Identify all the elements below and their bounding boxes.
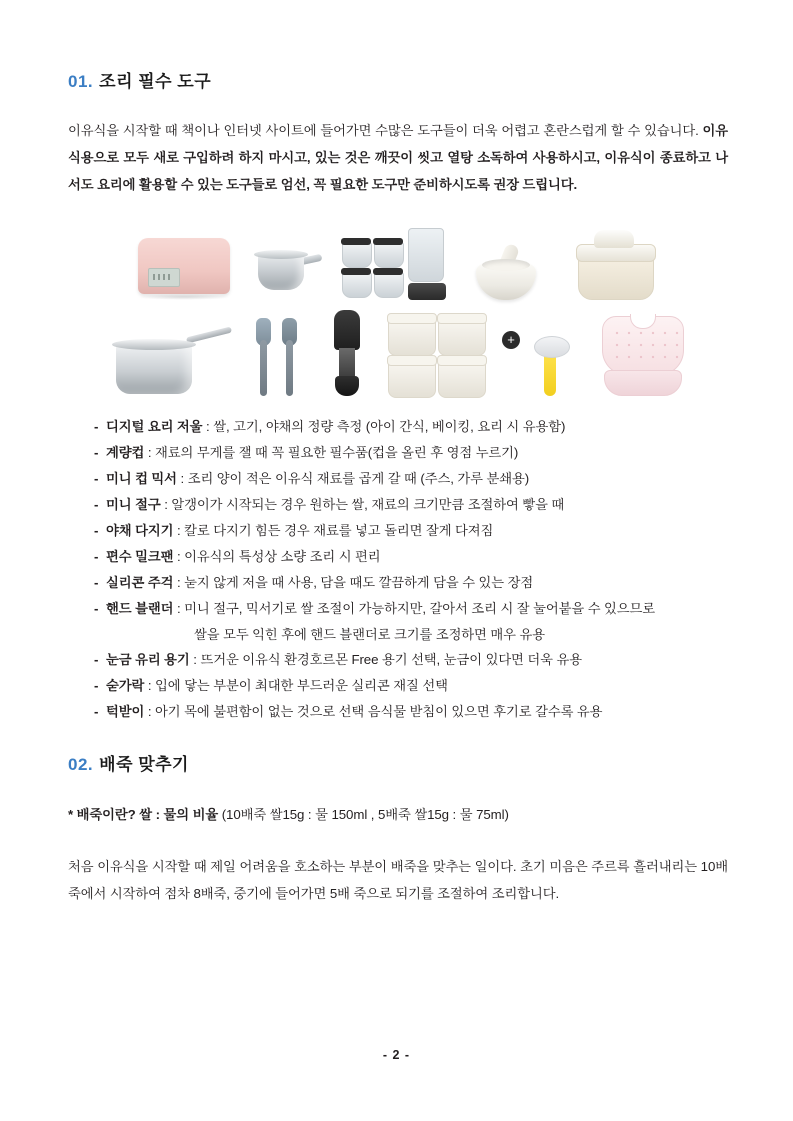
bullet-dash: - xyxy=(94,704,99,720)
scale-display-icon xyxy=(148,268,180,287)
bullet-dash: - xyxy=(94,548,99,564)
plus-sign-icon: + xyxy=(502,331,520,349)
bullet-dash: - xyxy=(94,574,99,590)
blender-grip-icon xyxy=(334,310,360,350)
tool-term: 미니 절구 xyxy=(106,496,161,512)
mortar-bowl-icon xyxy=(476,264,536,300)
list-item xyxy=(94,699,728,725)
tool-term: 핸드 블랜더 xyxy=(106,600,174,616)
blender-foot-icon xyxy=(335,376,359,396)
list-item xyxy=(94,570,728,596)
section-02-paragraph: 처음 이유식을 시작할 때 제일 어려움을 호소하는 부분이 배죽을 맞추는 일이다. 초기 미음은 주르륵 흘러내리는 10배 죽에서 시작하여 점차 8배죽, 중기에 들어가면 5배 죽으로 되기를 조절하여 조리합니다. xyxy=(68,859,728,901)
bullet-dash: - xyxy=(94,600,99,616)
paragraph-part-normal: 이유식을 시작할 때 책이나 인터넷 사이트에 들어가면 수많은 도구들이 더욱 어렵고 혼란스럽게 할 수 있습니다. xyxy=(68,123,703,139)
scale-shadow xyxy=(138,294,230,300)
bullet-dash: - xyxy=(94,445,99,461)
milk-pan-image xyxy=(112,322,232,396)
tools-list xyxy=(68,414,728,725)
silicone-spoon-icon xyxy=(282,318,297,396)
list-item xyxy=(94,414,728,440)
section-02-title: 배죽 맞추기 xyxy=(99,755,189,775)
bullet-dash: - xyxy=(94,522,99,538)
tool-term: 숟가락 xyxy=(106,678,145,694)
cup-body-icon xyxy=(258,254,304,290)
ratio-definition-label: * 배죽이란? 쌀 : 물의 비율 xyxy=(68,806,219,822)
tool-desc: : 아기 목에 불편함이 없는 것으로 선택 음식물 받침이 있으면 후기로 갈수록 유용 xyxy=(147,704,603,720)
list-item xyxy=(94,596,728,622)
tool-term: 편수 밀크팬 xyxy=(106,548,174,564)
bullet-dash: - xyxy=(94,496,99,512)
mixer-base-icon xyxy=(408,283,446,300)
tools-image-band xyxy=(68,228,728,396)
measuring-cup-image xyxy=(248,238,322,300)
pan-handle-icon xyxy=(186,327,232,344)
mortar-and-pestle-image xyxy=(470,244,556,300)
scale-body-icon xyxy=(138,238,230,294)
list-item xyxy=(94,440,728,466)
tool-term: 야채 다지기 xyxy=(106,522,174,538)
tools-image-row-1 xyxy=(68,228,728,300)
mixer-cup-icon xyxy=(374,242,404,268)
page-footer xyxy=(0,1048,793,1062)
mixer-cup-icon xyxy=(342,242,372,268)
silicone-spatula-icon xyxy=(256,318,271,396)
bullet-dash: - xyxy=(94,652,99,668)
tool-term: 턱받이 xyxy=(106,704,145,720)
tools-image-row-2 xyxy=(68,310,728,396)
tool-desc: : 눋지 않게 저을 때 사용, 담을 때도 깔끔하게 담을 수 있는 장점 xyxy=(176,574,534,590)
page-number: - 2 - xyxy=(382,1048,411,1062)
bib-pattern xyxy=(611,327,679,365)
hand-blender-image xyxy=(326,310,370,396)
chopper-knob-icon xyxy=(594,230,634,248)
list-item xyxy=(94,647,728,673)
tool-desc: : 쌀, 고기, 야채의 정량 측정 (아이 간식, 베이킹, 요리 시 유용함) xyxy=(206,419,566,435)
tool-desc: : 알갱이가 시작되는 경우 원하는 쌀, 재료의 크기만큼 조절하여 빻을 때 xyxy=(164,496,565,512)
bullet-dash: - xyxy=(94,471,99,487)
tool-term: 미니 컵 믹서 xyxy=(106,471,177,487)
bib-pocket-icon xyxy=(604,370,682,396)
pan-body-icon xyxy=(116,344,192,394)
tool-desc: : 재료의 무게를 잴 때 꼭 필요한 필수품(컵을 올린 후 영점 누르기) xyxy=(147,445,519,461)
mixer-cup-icon xyxy=(342,272,372,298)
tool-term: 계량컵 xyxy=(106,445,145,461)
mini-chopper-image xyxy=(574,230,658,300)
storage-containers-image xyxy=(386,312,490,396)
section-02-number: 02. xyxy=(68,755,94,775)
storage-container-icon xyxy=(438,316,486,356)
storage-container-icon xyxy=(388,358,436,398)
section-01-title: 조리 필수 도구 xyxy=(99,72,212,91)
list-item xyxy=(94,544,728,570)
list-item xyxy=(94,673,728,699)
tool-desc: : 칼로 다지기 힘든 경우 재료를 넣고 돌리면 잘게 다져짐 xyxy=(176,522,494,538)
section-02 xyxy=(68,755,728,907)
digital-kitchen-scale-image xyxy=(138,238,230,300)
page-content xyxy=(68,72,728,907)
mini-cup-mixer-image xyxy=(340,228,452,300)
paragraph-part-bold: 이유식용으로 모두 새로 구입하려 하지 마시고, 있는 것은 깨끗이 씻고 열탕 소독하여 사용하시고, 이유식이 종료하고 나서도 요리에 활용할 수 있는 도구들로 엄선, 꼭 필요한 도구만 준비하시도록 권장 드립니다. xyxy=(68,123,728,192)
tool-desc: : 조리 양이 적은 이유식 재료를 곱게 갈 때 (주스, 가루 분쇄용) xyxy=(180,471,530,487)
list-item xyxy=(94,466,728,492)
blender-shaft-icon xyxy=(339,348,355,378)
list-item xyxy=(94,492,728,518)
ratio-definition xyxy=(68,802,728,829)
storage-container-icon xyxy=(438,358,486,398)
bullet-dash: - xyxy=(94,419,99,435)
baby-bib-image xyxy=(600,316,684,396)
storage-container-icon xyxy=(388,316,436,356)
section-01-paragraph xyxy=(68,118,728,198)
tool-desc: : 이유식의 특성상 소량 조리 시 편리 xyxy=(176,548,381,564)
mixer-jar-icon xyxy=(408,228,444,282)
spoon-head-icon xyxy=(534,336,570,358)
list-item xyxy=(94,518,728,544)
section-01-heading xyxy=(68,72,728,92)
tool-term: 실리콘 주걱 xyxy=(106,574,174,590)
section-01-number: 01. xyxy=(68,72,94,91)
bullet-dash: - xyxy=(94,678,99,694)
silicone-spatula-and-spoon-image xyxy=(248,316,310,396)
tool-desc-continuation: 쌀을 모두 익힌 후에 핸드 블랜더로 크기를 조정하면 매우 유용 xyxy=(194,626,545,642)
ratio-definition-value: (10배죽 쌀15g : 물 150ml , 5배죽 쌀15g : 물 75ml) xyxy=(218,806,509,822)
tool-desc: : 미니 절구, 믹서기로 쌀 조절이 가능하지만, 갈아서 조리 시 잘 눌어붙을 수 있으므로 xyxy=(176,600,656,616)
tool-term: 눈금 유리 용기 xyxy=(106,652,190,668)
section-02-heading xyxy=(68,755,728,775)
tool-term: 디지털 요리 저울 xyxy=(106,419,203,435)
baby-spoon-image xyxy=(532,330,584,396)
mixer-cup-icon xyxy=(374,272,404,298)
tool-desc: : 입에 닿는 부분이 최대한 부드러운 실리콘 재질 선택 xyxy=(147,678,448,694)
tool-desc: : 뜨거운 이유식 환경호르몬 Free 용기 선택, 눈금이 있다면 더욱 유용 xyxy=(193,652,582,668)
